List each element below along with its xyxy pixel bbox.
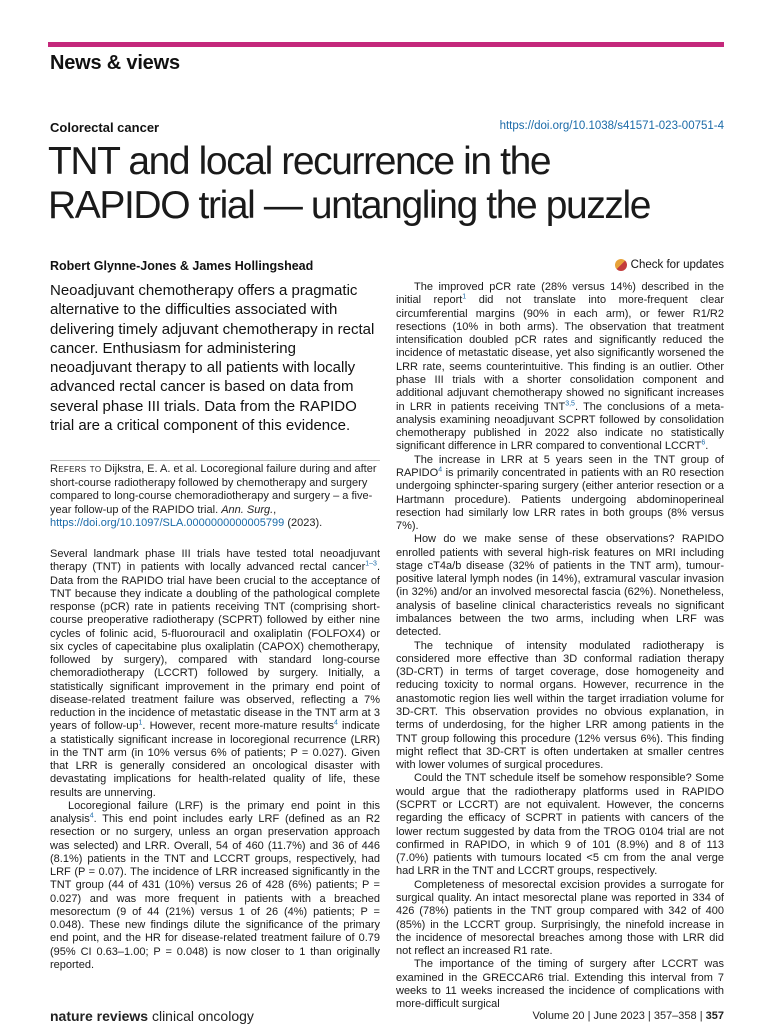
paragraph: How do we make sense of these observations? RAPIDO enrolled patients with several high-risk features on MRI including stage cT4a/b disease (32% of patients in the TNT arm), tumour-positive lateral lymph nodes (in 14%), extramural vascular invasion (in 32%) and/or an involved mesorectal fascia (62%). Nonetheless, analysis of baseline clinical characteristics reveals no significant imbalances between the two arms, including when LRF was detected. <box>396 533 724 639</box>
divider <box>50 460 380 461</box>
reference-marker[interactable]: 1 <box>462 293 467 301</box>
refers-to-link[interactable]: https://doi.org/10.1097/SLA.0000000000005799 <box>50 517 285 530</box>
page-number: 357 <box>705 1010 724 1022</box>
refers-to-year: (2023). <box>287 517 323 530</box>
reference-marker[interactable]: 4 <box>438 466 443 474</box>
standfirst: Neoadjuvant chemotherapy offers a pragmatic alternative to the difficulties associated with delivering timely adjuvant chemotherapy in rectal cancer. Enthusiasm for administering neoadjuvant therapy to all patients with locally advanced rectal cancer is based on data from several phase III trials. Data from the RAPIDO trial are a critical component of this evidence. <box>50 282 375 435</box>
reference-marker[interactable]: 4 <box>89 812 94 820</box>
paragraph: The technique of intensity modulated radiotherapy is considered more effective than 3D conformal radiation therapy (3D-CRT) in terms of target coverage, dose homogeneity and reducing toxicity to normal organs. However, recurrence in the anastomotic region lies well within the target irradiation volume for 3D-CRT. This observation provides no obvious explanation, in terms of underdosing, for the higher LRR among patients in the TNT group following this procedure (12% versus 6%). This finding might reflect that 3D-CRT is often undertaken at smaller centres with lower volumes of surgical procedures. <box>396 639 724 772</box>
paragraph: Completeness of mesorectal excision provides a surrogate for surgical quality. An intact mesorectal plane was reported in 334 of 426 (78%) patients in the TNT group compared with 342 of 400 (85%) in the LCCRT group. Surprisingly, the ninefold increase in the incidence of mesorectal breaches among those with LRR did not reflect an increased R1 rate. <box>396 878 724 958</box>
paragraph: The improved pCR rate (28% versus 14%) described in the initial report$^1$ did not translate into more-frequent clear circumferential margins (90% in each arm), or fewer R1/R2 resections (10% in both arms). The observation that treatment intensification doubled pCR rates and significantly reduced the incidence of metastatic disease, yet also significantly worsened the LRR rate, seems counterintuitive. This finding is an outlier. Other phase III trials with a shorter consolidation component and additional adjuvant chemotherapy showed no significant increases in LRR in patients receiving TNT$^{3,5}$. The conclusions of a meta-analysis examining neoadjuvant SCPRT followed by consolidation chemotherapy published in 2022 also indicate no statistically significant difference in LRR compared to conventional LCCRT$^6$. <box>396 281 724 453</box>
brand-bold: nature reviews <box>50 1008 149 1024</box>
refers-to-journal: Ann. Surg. <box>221 503 274 516</box>
accent-bar <box>48 42 724 47</box>
check-updates-icon <box>615 259 627 271</box>
doi-link[interactable]: https://doi.org/10.1038/s41571-023-00751-4 <box>499 120 724 132</box>
refers-to-box: Refers to Dijkstra, E. A. et al. Locoregional failure during and after short-course radiotherapy followed by chemotherapy and surgery compared to long-course chemoradiotherapy and surgery – a five-year follow-up of the RAPIDO trial. Ann. Surg., https://doi.org/10.1097/SLA.0000000000005799 (2023). <box>50 463 377 530</box>
check-updates-button[interactable] <box>615 259 724 271</box>
reference-marker[interactable]: 1 <box>138 719 143 727</box>
volume-info: Volume 20 | June 2023 | 357–358 | <box>532 1010 703 1022</box>
refers-to-label: Refers to <box>50 463 102 475</box>
article-title <box>48 140 738 228</box>
authors: Robert Glynne-Jones & James Hollingshead <box>50 259 314 273</box>
subject-kicker: Colorectal cancer <box>50 120 160 135</box>
paragraph: Could the TNT schedule itself be somehow responsible? Some would argue that the radiotherapy platforms used in RAPIDO (SCPRT or LCCRT) are not equivalent. However, the concerns regarding the efficacy of SCPRT in patients with cancers of the lower rectum suggested by data from the TROG 0104 trial are not confirmed in RAPIDO, in which 9 of 101 (8.9%) and 8 of 113 (7.0%) patients with tumours located <5 cm from the anal verge had LRR in the TNT and LCCRT groups, respectively. <box>396 772 724 878</box>
check-updates-label: Check for updates <box>630 259 724 271</box>
reference-marker[interactable]: 4 <box>333 719 338 727</box>
page-info <box>533 1010 724 1022</box>
paragraph: The increase in LRR at 5 years seen in the TNT group of RAPIDO$^4$ is primarily concentrated in patients with an R0 resection undergoing sphincter-sparing surgery (either anterior resection or a Hartmann procedure). Patients undergoing abdominoperineal resection had similarly low LRR rates in both groups (8% versus 7%). <box>396 453 724 533</box>
left-column <box>50 548 380 972</box>
reference-marker[interactable]: 3,5 <box>565 399 575 407</box>
brand-light: clinical oncology <box>151 1008 254 1024</box>
right-column <box>396 281 724 1011</box>
section-label: News & views <box>50 52 180 74</box>
paragraph: The importance of the timing of surgery after LCCRT was examined in the GRECCAR6 trial. Extending this interval from 7 weeks to 11 weeks increased the incidence of complications with more-difficult surgical <box>396 958 724 1011</box>
journal-brand <box>50 1008 254 1024</box>
paragraph: Several landmark phase III trials have tested total neoadjuvant therapy (TNT) in patients with locally advanced rectal cancer$^{1-3}$. Data from the RAPIDO trial have been crucial to the acceptance of TNT because they indicate a doubling of the pathological complete response (pCR) rate in patients receiving TNT (comprising short-course preoperative radiotherapy (SCPRT) followed by either nine cycles of folinic acid, 5-fluorouracil and oxaliplatin (FOLFOX4) or six cycles of capecitabine plus oxaliplatin (CAPOX) chemotherapy, followed by surgery), compared with standard long-course chemoradiotherapy (LCCRT) followed by surgery. Initially, a statistically significant improvement in the primary end point of disease-related treatment failure was observed, reflecting a 7% reduction in the incidence of metastatic disease in the TNT arm at 3 years of follow-$up^1$. However, recent more-mature results$^4$ indicate a statistically significant increase in locoregional recurrence (LRR) in the TNT arm (in 10% versus 6% of patients; P = 0.027). Given that LRR is generally considered an oncological disaster with devastating implications for health-related quality of life, these results are unnerving. <box>50 548 380 799</box>
paragraph: Locoregional failure (LRF) is the primary end point in this analysis$^4$. This end point includes early LRF (defined as an R2 resection or no surgery, unless an organ preservation approach was selected) and LRR. Overall, 54 of 460 (11.7%) and 36 of 446 (8.1%) patients in the TNT and LCCRT groups, respectively, had LRF (P = 0.07). The incidence of LRR increased significantly in the TNT group (44 of 431 (10%) versus 26 of 428 (6%) patients; P = 0.027) and was more frequent in patients with a breached mesorectum (9 of 44 (21%) versus 1 of 26 (4%) patients; P = 0.048). These new findings dilute the significance of the primary end point, and the HR for disease-related treatment failure of 0.79 (95% CI 0.63–1.00; P = 0.048) is now closer to 1 than originally reported. <box>50 799 380 971</box>
refers-to-text: Dijkstra, E. A. et al. Locoregional failure during and after short-course radiotherapy followed by chemotherapy and surgery compared to long-course chemoradiotherapy and surgery – a five-year follow-up of the RAPIDO trial. <box>50 463 377 516</box>
reference-marker[interactable]: 1–3 <box>365 560 377 568</box>
reference-marker[interactable]: 6 <box>701 439 706 447</box>
title-line-1: TNT and local recurrence in the <box>48 140 551 183</box>
title-line-2: RAPIDO trial — untangling the puzzle <box>48 184 651 227</box>
